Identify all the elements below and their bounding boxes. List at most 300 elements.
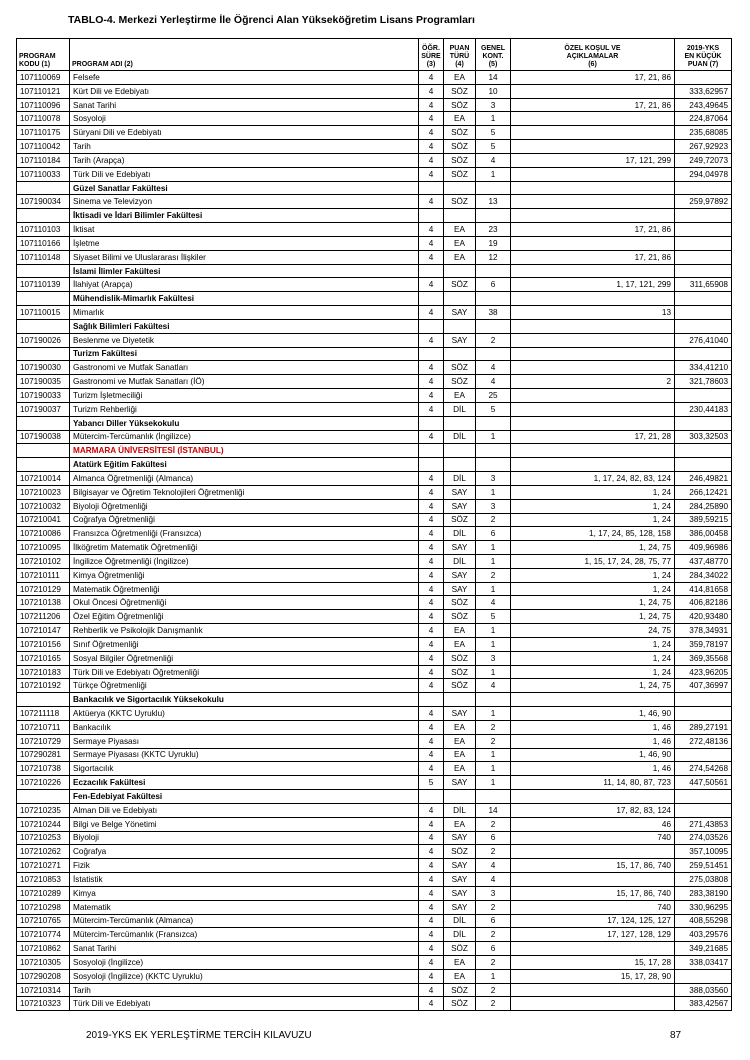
score-type-cell: EA	[444, 236, 476, 250]
empty-code-cell	[17, 209, 70, 223]
empty-cell	[511, 264, 675, 278]
table-row	[17, 679, 732, 693]
program-name-cell: İktisat	[70, 223, 419, 237]
empty-cell	[476, 209, 511, 223]
program-name-cell: Sanat Tarihi	[70, 98, 419, 112]
program-name-cell: Türk Dili ve Edebiyatı	[70, 997, 419, 1011]
program-code-cell: 107210102	[17, 554, 70, 568]
duration-cell: 4	[419, 112, 444, 126]
faculty-name: Bankacılık ve Sigortacılık Yüksekokulu	[70, 693, 419, 707]
score-type-cell: EA	[444, 720, 476, 734]
score-type-cell: SÖZ	[444, 665, 476, 679]
program-name-cell: Sosyoloji	[70, 112, 419, 126]
quota-cell: 4	[476, 153, 511, 167]
program-code-cell: 107211206	[17, 610, 70, 624]
notes-cell	[511, 389, 675, 403]
duration-cell: 4	[419, 928, 444, 942]
table-row	[17, 983, 732, 997]
empty-cell	[444, 209, 476, 223]
notes-cell: 17, 82, 83, 124	[511, 803, 675, 817]
quota-cell: 1	[476, 969, 511, 983]
min-score-cell: 303,32503	[675, 430, 732, 444]
table-row	[17, 748, 732, 762]
program-name-cell: Mütercim-Tercümanlık (Almanca)	[70, 914, 419, 928]
empty-code-cell	[17, 458, 70, 472]
duration-cell: 4	[419, 803, 444, 817]
score-type-cell: SÖZ	[444, 126, 476, 140]
program-code-cell: 107210111	[17, 568, 70, 582]
min-score-cell: 414,81658	[675, 582, 732, 596]
program-name-cell: Rehberlik ve Psikolojik Danışmanlık	[70, 624, 419, 638]
empty-code-cell	[17, 347, 70, 361]
quota-cell: 1	[476, 554, 511, 568]
min-score-cell: 235,68085	[675, 126, 732, 140]
min-score-cell	[675, 250, 732, 264]
program-code-cell: 107210244	[17, 817, 70, 831]
min-score-cell	[675, 71, 732, 85]
notes-cell	[511, 140, 675, 154]
score-type-cell: SAY	[444, 873, 476, 887]
min-score-cell: 230,44183	[675, 402, 732, 416]
quota-cell: 3	[476, 499, 511, 513]
program-name-cell: Almanca Öğretmenliği (Almanca)	[70, 472, 419, 486]
min-score-cell: 289,27191	[675, 720, 732, 734]
min-score-cell: 294,04978	[675, 167, 732, 181]
duration-cell: 4	[419, 831, 444, 845]
empty-cell	[419, 209, 444, 223]
min-score-cell: 272,48136	[675, 734, 732, 748]
quota-cell: 1	[476, 776, 511, 790]
program-code-cell: 107190033	[17, 389, 70, 403]
quota-cell: 10	[476, 84, 511, 98]
table-row	[17, 610, 732, 624]
duration-cell: 4	[419, 817, 444, 831]
duration-cell: 4	[419, 195, 444, 209]
score-type-cell: SAY	[444, 499, 476, 513]
program-name-cell: Beslenme ve Diyetetik	[70, 333, 419, 347]
empty-cell	[476, 292, 511, 306]
quota-cell: 38	[476, 306, 511, 320]
program-name-cell: İstatistik	[70, 873, 419, 887]
program-code-cell: 107210226	[17, 776, 70, 790]
min-score-cell	[675, 748, 732, 762]
table-row	[17, 720, 732, 734]
min-score-cell: 284,25890	[675, 499, 732, 513]
min-score-cell: 359,78197	[675, 637, 732, 651]
table-row	[17, 361, 732, 375]
program-name-cell: Sanat Tarihi	[70, 942, 419, 956]
page-title: TABLO-4. Merkezi Yerleştirme İle Öğrenci Alan Yükseköğretim Lisans Programları	[68, 14, 475, 26]
duration-cell: 4	[419, 361, 444, 375]
notes-cell: 1, 24, 75	[511, 596, 675, 610]
empty-cell	[476, 416, 511, 430]
program-name-cell: Gastronomi ve Mutfak Sanatları	[70, 361, 419, 375]
empty-cell	[675, 181, 732, 195]
notes-cell	[511, 112, 675, 126]
faculty-name: İslami İlimler Fakültesi	[70, 264, 419, 278]
duration-cell: 4	[419, 665, 444, 679]
notes-cell: 17, 121, 299	[511, 153, 675, 167]
empty-cell	[419, 264, 444, 278]
notes-cell: 1, 17, 24, 82, 83, 124	[511, 472, 675, 486]
score-type-cell: SÖZ	[444, 375, 476, 389]
notes-cell: 1, 17, 121, 299	[511, 278, 675, 292]
min-score-cell: 388,03560	[675, 983, 732, 997]
notes-cell	[511, 845, 675, 859]
program-name-cell: Eczacılık Fakültesi	[70, 776, 419, 790]
score-type-cell: SÖZ	[444, 278, 476, 292]
min-score-cell: 408,55298	[675, 914, 732, 928]
min-score-cell: 407,36997	[675, 679, 732, 693]
program-code-cell: 107190034	[17, 195, 70, 209]
empty-code-cell	[17, 790, 70, 804]
empty-cell	[419, 181, 444, 195]
empty-cell	[444, 458, 476, 472]
score-type-cell: SÖZ	[444, 98, 476, 112]
program-name-cell: Mütercim-Tercümanlık (Fransızca)	[70, 928, 419, 942]
program-code-cell: 107210138	[17, 596, 70, 610]
notes-cell: 1, 24, 75	[511, 679, 675, 693]
notes-cell: 15, 17, 86, 740	[511, 886, 675, 900]
quota-cell: 2	[476, 333, 511, 347]
faculty-section-row	[17, 292, 732, 306]
empty-cell	[444, 319, 476, 333]
duration-cell: 4	[419, 942, 444, 956]
duration-cell: 4	[419, 983, 444, 997]
table-row	[17, 554, 732, 568]
duration-cell: 4	[419, 956, 444, 970]
program-code-cell: 107210298	[17, 900, 70, 914]
table-body	[17, 71, 732, 1011]
faculty-name: Mühendislik-Mimarlık Fakültesi	[70, 292, 419, 306]
score-type-cell: SÖZ	[444, 651, 476, 665]
empty-code-cell	[17, 319, 70, 333]
program-code-cell: 107210023	[17, 485, 70, 499]
empty-cell	[444, 292, 476, 306]
min-score-cell: 389,59215	[675, 513, 732, 527]
quota-cell: 3	[476, 472, 511, 486]
table-row	[17, 568, 732, 582]
notes-cell: 1, 24	[511, 637, 675, 651]
min-score-cell: 259,51451	[675, 859, 732, 873]
notes-cell: 24, 75	[511, 624, 675, 638]
table-row	[17, 776, 732, 790]
score-type-cell: SÖZ	[444, 195, 476, 209]
table-row	[17, 803, 732, 817]
empty-cell	[444, 181, 476, 195]
table-row	[17, 84, 732, 98]
score-type-cell: SAY	[444, 886, 476, 900]
table-row	[17, 71, 732, 85]
program-name-cell: Sermaye Piyasası (KKTC Uyruklu)	[70, 748, 419, 762]
score-type-cell: SAY	[444, 831, 476, 845]
quota-cell: 6	[476, 942, 511, 956]
notes-cell: 1, 24	[511, 665, 675, 679]
notes-cell: 1, 24	[511, 582, 675, 596]
notes-cell: 740	[511, 831, 675, 845]
duration-cell: 4	[419, 624, 444, 638]
notes-cell	[511, 402, 675, 416]
program-code-cell: 107210032	[17, 499, 70, 513]
program-name-cell: Matematik	[70, 900, 419, 914]
empty-cell	[511, 292, 675, 306]
duration-cell: 4	[419, 513, 444, 527]
score-type-cell: EA	[444, 624, 476, 638]
table-row	[17, 541, 732, 555]
program-code-cell: 107110033	[17, 167, 70, 181]
notes-cell: 1, 15, 17, 24, 28, 75, 77	[511, 554, 675, 568]
min-score-cell: 267,92923	[675, 140, 732, 154]
min-score-cell: 271,43853	[675, 817, 732, 831]
duration-cell: 4	[419, 223, 444, 237]
program-code-cell: 107190035	[17, 375, 70, 389]
min-score-cell	[675, 969, 732, 983]
quota-cell: 1	[476, 112, 511, 126]
table-row	[17, 859, 732, 873]
program-code-cell: 107110042	[17, 140, 70, 154]
empty-cell	[476, 181, 511, 195]
table-row	[17, 665, 732, 679]
empty-cell	[511, 416, 675, 430]
program-code-cell: 107210314	[17, 983, 70, 997]
table-row	[17, 969, 732, 983]
empty-cell	[444, 693, 476, 707]
quota-cell: 2	[476, 817, 511, 831]
score-type-cell: SÖZ	[444, 84, 476, 98]
program-name-cell: Turizm İşletmeciliği	[70, 389, 419, 403]
program-code-cell: 107110103	[17, 223, 70, 237]
table-row	[17, 389, 732, 403]
table-row	[17, 886, 732, 900]
duration-cell: 4	[419, 98, 444, 112]
program-code-cell: 107210262	[17, 845, 70, 859]
table-row	[17, 527, 732, 541]
empty-code-cell	[17, 264, 70, 278]
program-name-cell: Alman Dili ve Edebiyatı	[70, 803, 419, 817]
program-name-cell: Okul Öncesi Öğretmenliği	[70, 596, 419, 610]
table-row	[17, 250, 732, 264]
notes-cell: 1, 46, 90	[511, 748, 675, 762]
duration-cell: 4	[419, 873, 444, 887]
table-row	[17, 402, 732, 416]
quota-cell: 4	[476, 361, 511, 375]
empty-cell	[511, 209, 675, 223]
quota-cell: 2	[476, 900, 511, 914]
score-type-cell: SÖZ	[444, 942, 476, 956]
table-row	[17, 472, 732, 486]
duration-cell: 4	[419, 610, 444, 624]
empty-cell	[419, 790, 444, 804]
duration-cell: 4	[419, 430, 444, 444]
table-row	[17, 306, 732, 320]
quota-cell: 2	[476, 734, 511, 748]
duration-cell: 4	[419, 527, 444, 541]
notes-cell: 1, 24	[511, 513, 675, 527]
program-name-cell: Süryani Dili ve Edebiyatı	[70, 126, 419, 140]
min-score-cell: 274,54268	[675, 762, 732, 776]
empty-cell	[419, 416, 444, 430]
empty-cell	[675, 347, 732, 361]
table-row	[17, 845, 732, 859]
program-code-cell: 107110175	[17, 126, 70, 140]
table-row	[17, 126, 732, 140]
program-name-cell: Özel Eğitim Öğretmenliği	[70, 610, 419, 624]
duration-cell: 5	[419, 776, 444, 790]
program-code-cell: 107210192	[17, 679, 70, 693]
quota-cell: 14	[476, 803, 511, 817]
duration-cell: 4	[419, 568, 444, 582]
duration-cell: 4	[419, 762, 444, 776]
header-program-code: PROGRAM KODU (1)	[17, 39, 70, 71]
notes-cell: 1, 46	[511, 720, 675, 734]
min-score-cell: 403,29576	[675, 928, 732, 942]
program-code-cell: 107110069	[17, 71, 70, 85]
min-score-cell: 378,34931	[675, 624, 732, 638]
program-name-cell: Tarih (Arapça)	[70, 153, 419, 167]
faculty-section-row	[17, 458, 732, 472]
min-score-cell: 321,78603	[675, 375, 732, 389]
empty-cell	[675, 693, 732, 707]
empty-cell	[675, 209, 732, 223]
table-row	[17, 236, 732, 250]
notes-cell: 13	[511, 306, 675, 320]
min-score-cell: 330,96295	[675, 900, 732, 914]
min-score-cell: 423,96205	[675, 665, 732, 679]
duration-cell: 4	[419, 914, 444, 928]
quota-cell: 2	[476, 513, 511, 527]
score-type-cell: SÖZ	[444, 983, 476, 997]
program-code-cell: 107190038	[17, 430, 70, 444]
min-score-cell: 333,62957	[675, 84, 732, 98]
duration-cell: 4	[419, 541, 444, 555]
score-type-cell: SÖZ	[444, 596, 476, 610]
score-type-cell: SÖZ	[444, 679, 476, 693]
empty-cell	[511, 319, 675, 333]
quota-cell: 6	[476, 914, 511, 928]
empty-cell	[511, 444, 675, 458]
table-header-row	[17, 39, 732, 71]
min-score-cell: 259,97892	[675, 195, 732, 209]
score-type-cell: SÖZ	[444, 153, 476, 167]
duration-cell: 4	[419, 637, 444, 651]
program-code-cell: 107211118	[17, 707, 70, 721]
program-code-cell: 107110148	[17, 250, 70, 264]
empty-cell	[476, 693, 511, 707]
table-row	[17, 873, 732, 887]
notes-cell	[511, 236, 675, 250]
score-type-cell: EA	[444, 223, 476, 237]
program-code-cell: 107290281	[17, 748, 70, 762]
min-score-cell	[675, 306, 732, 320]
notes-cell	[511, 997, 675, 1011]
duration-cell: 4	[419, 997, 444, 1011]
score-type-cell: DİL	[444, 803, 476, 817]
score-type-cell: SAY	[444, 541, 476, 555]
program-name-cell: Sınıf Öğretmenliği	[70, 637, 419, 651]
program-code-cell: 107210305	[17, 956, 70, 970]
score-type-cell: EA	[444, 637, 476, 651]
table-row	[17, 624, 732, 638]
duration-cell: 4	[419, 845, 444, 859]
min-score-cell: 437,48770	[675, 554, 732, 568]
quota-cell: 2	[476, 956, 511, 970]
program-name-cell: Turizm Rehberliği	[70, 402, 419, 416]
min-score-cell: 338,03417	[675, 956, 732, 970]
program-code-cell: 107190026	[17, 333, 70, 347]
duration-cell: 4	[419, 402, 444, 416]
program-code-cell: 107110121	[17, 84, 70, 98]
score-type-cell: SAY	[444, 776, 476, 790]
notes-cell	[511, 126, 675, 140]
program-name-cell: Sosyoloji (İngilizce)	[70, 956, 419, 970]
empty-cell	[419, 458, 444, 472]
quota-cell: 12	[476, 250, 511, 264]
duration-cell: 4	[419, 236, 444, 250]
empty-cell	[675, 458, 732, 472]
table-row	[17, 582, 732, 596]
notes-cell	[511, 167, 675, 181]
program-name-cell: Sosyoloji (İngilizce) (KKTC Uyruklu)	[70, 969, 419, 983]
faculty-section-row	[17, 790, 732, 804]
program-code-cell: 107110166	[17, 236, 70, 250]
score-type-cell: EA	[444, 817, 476, 831]
empty-cell	[419, 347, 444, 361]
program-name-cell: Sermaye Piyasası	[70, 734, 419, 748]
quota-cell: 1	[476, 637, 511, 651]
table-row	[17, 278, 732, 292]
program-name-cell: Türk Dili ve Edebiyatı Öğretmenliği	[70, 665, 419, 679]
score-type-cell: SAY	[444, 333, 476, 347]
duration-cell: 4	[419, 126, 444, 140]
program-code-cell: 107210086	[17, 527, 70, 541]
program-name-cell: Matematik Öğretmenliği	[70, 582, 419, 596]
empty-code-cell	[17, 292, 70, 306]
min-score-cell: 409,96986	[675, 541, 732, 555]
duration-cell: 4	[419, 389, 444, 403]
score-type-cell: SÖZ	[444, 361, 476, 375]
program-name-cell: Coğrafya	[70, 845, 419, 859]
min-score-cell: 224,87064	[675, 112, 732, 126]
program-name-cell: Aktüerya (KKTC Uyruklu)	[70, 707, 419, 721]
table-row	[17, 637, 732, 651]
program-code-cell: 107210729	[17, 734, 70, 748]
min-score-cell: 266,12421	[675, 485, 732, 499]
quota-cell: 3	[476, 98, 511, 112]
table-row	[17, 112, 732, 126]
score-type-cell: SÖZ	[444, 997, 476, 1011]
quota-cell: 3	[476, 651, 511, 665]
empty-cell	[476, 264, 511, 278]
table-row	[17, 167, 732, 181]
program-name-cell: Bilgi ve Belge Yönetimi	[70, 817, 419, 831]
program-code-cell: 107210095	[17, 541, 70, 555]
duration-cell: 4	[419, 679, 444, 693]
table-row	[17, 928, 732, 942]
program-name-cell: Kürt Dili ve Edebiyatı	[70, 84, 419, 98]
notes-cell: 46	[511, 817, 675, 831]
table-row	[17, 734, 732, 748]
notes-cell: 1, 24	[511, 568, 675, 582]
duration-cell: 4	[419, 153, 444, 167]
header-notes: ÖZEL KOŞUL VE AÇIKLAMALAR (6)	[511, 39, 675, 71]
program-name-cell: Tarih	[70, 983, 419, 997]
program-code-cell: 107290208	[17, 969, 70, 983]
notes-cell: 17, 21, 86	[511, 223, 675, 237]
empty-cell	[675, 319, 732, 333]
faculty-section-row	[17, 347, 732, 361]
program-code-cell: 107210129	[17, 582, 70, 596]
score-type-cell: DİL	[444, 472, 476, 486]
